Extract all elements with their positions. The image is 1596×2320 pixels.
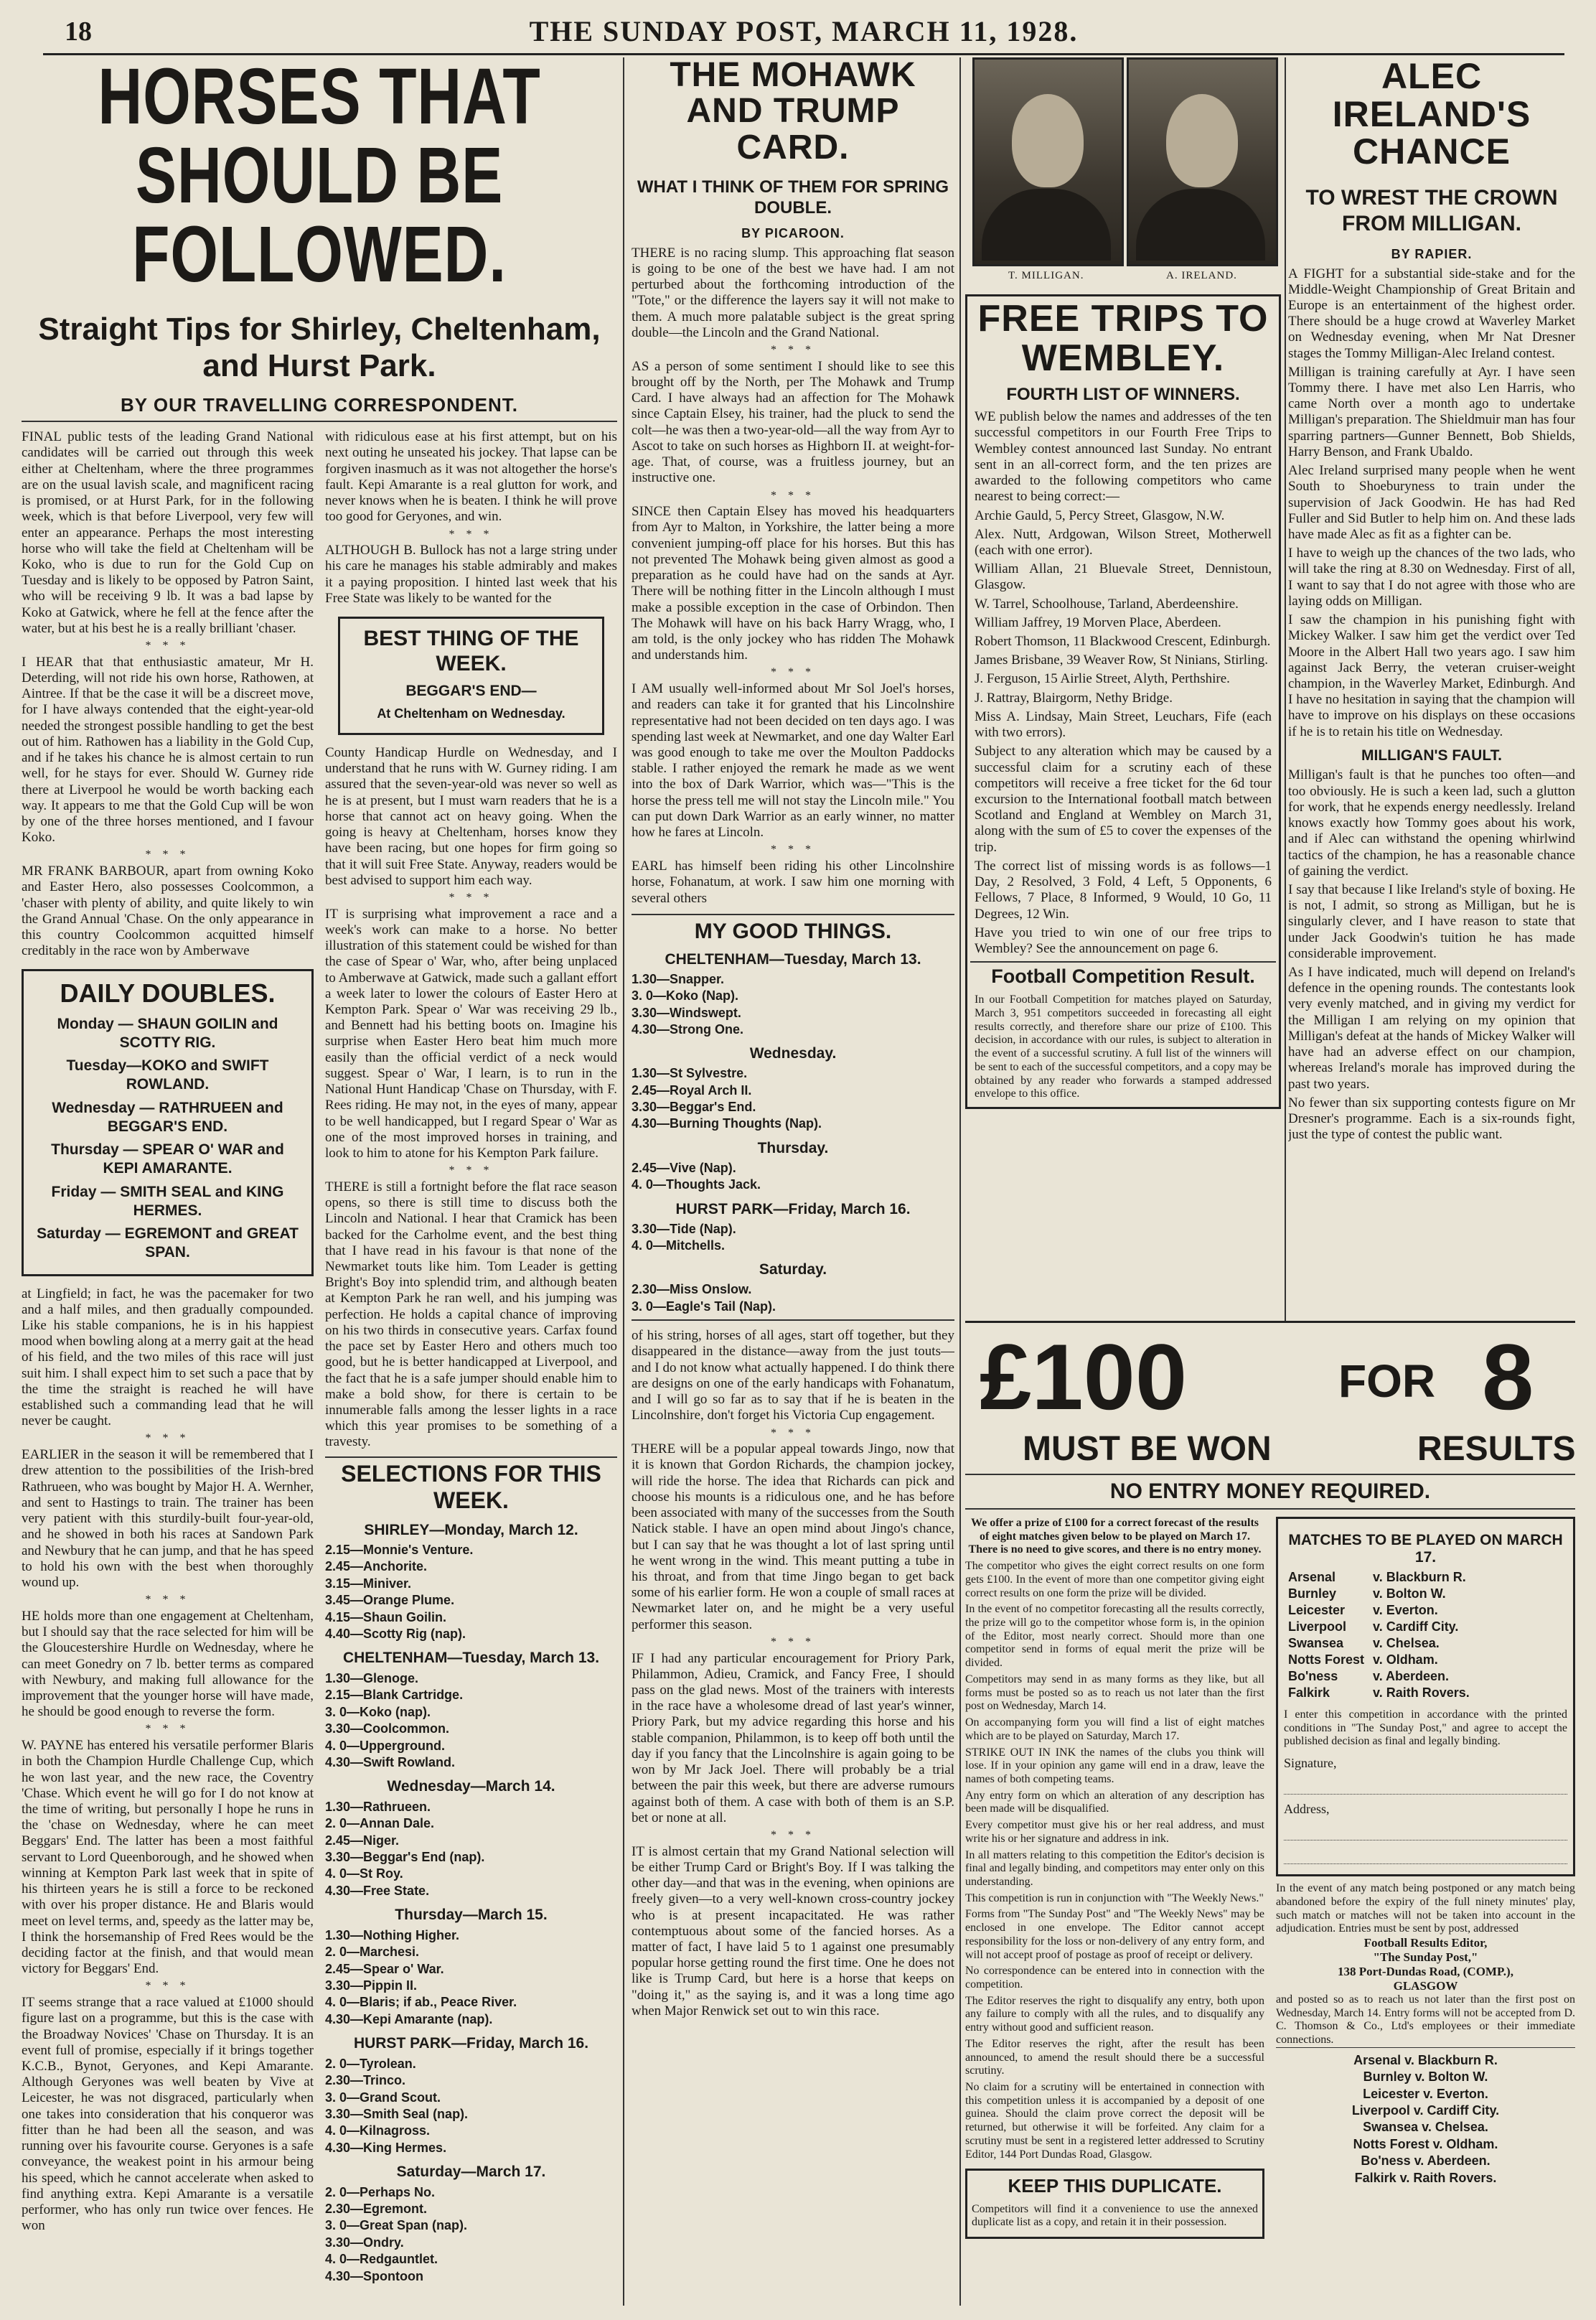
caption-ireland: A. IRELAND.	[1166, 270, 1237, 281]
duplicate-match: Arsenal v. Blackburn R.	[1353, 2052, 1498, 2067]
paragraph: Milligan's fault is that he punches too often—and too obviously. He is such a keen lad, such a glutton for work, that he expends energy needlessly. Ireland knows exactly how Tommy goes about his work, and if Alec can withstand the opening whirlwind tactics of the champion, he has a reasonable chance of gaining the verdict.	[1288, 767, 1575, 879]
photo-ireland	[1127, 57, 1278, 266]
address-field[interactable]	[1284, 1821, 1567, 1840]
mohawk-article	[632, 57, 954, 2306]
horses-subhead: Straight Tips for Shirley, Cheltenham, and Hurst Park.	[38, 312, 601, 383]
duplicate-match: Bo'ness v. Aberdeen.	[1361, 2153, 1491, 2169]
paragraph: The correct list of missing words is as follows—1 Day, 2 Resolved, 3 Fold, 4 Left, 5 Opponents, 6 Fellows, 7 Place, 8 Informed, 9 Would, 10 Go, 11 Degrees, 12 Win.	[975, 858, 1272, 922]
good-things-item: 3. 0—Eagle's Tail (Nap).	[632, 1299, 776, 1314]
selection-item: 4.30—King Hermes.	[325, 2140, 447, 2155]
boxer-photos	[965, 57, 1281, 294]
football-result-title: Football Competition Result.	[991, 965, 1255, 988]
paragraph: IT is almost certain that my Grand National selection will be either Trump Card or Bright's Boy. If I was talking the other day—and that was in the evening, when opinions are freely given—to a very well-known cross-country jockey who is at present incapacitated. He was rather contemptuous about some of the fancied horses. As a matter of fact, I have laid 5 to 1 against one presumably popular horse getting round the first time. One he does not like is Trump Card, but here is a horse that keeps on "doing it," as the saying is, and it was a long time ago when Major Renwick set out to win this race.	[632, 1843, 954, 2019]
rule-paragraph: This competition is run in conjunction with "The Weekly News."	[965, 1891, 1264, 1904]
paragraph: ALTHOUGH B. Bullock has not a large string under his care he manages his stable admirably and makes it a paying proposition. I hinted last week that his Free State was likely to be wanted for the	[325, 543, 617, 606]
good-things-item: 4.30—Strong One.	[632, 1021, 744, 1037]
good-things-item: 1.30—St Sylvestre.	[632, 1066, 748, 1081]
paragraph: FINAL public tests of the leading Grand National candidates will be carried out through this week either at Cheltenham, where the three programmes are on the usual lavish scale, and magnificent racing is promised, or at Hurst Park, for in the following week, which is that before Liverpool, very few will enter an appearance. Perhaps the most interesting horse who will take the field at Cheltenham will be Koko, who is due to run for the Gold Cup on Tuesday and is likely to be opposed by Patron Saint, who will be receiving 9 lb. It was a bad lapse by Koko at Gatwick, where he fell at the fence after the water, but at his best he is a really brilliant 'chaser.	[22, 429, 314, 636]
selection-item: 2.30—Trinco.	[325, 2073, 406, 2088]
separator: * * *	[145, 1723, 190, 1736]
must-be-won: MUST BE WON	[1023, 1430, 1272, 1468]
selection-item: 3.30—Ondry.	[325, 2235, 404, 2250]
column-rule	[959, 57, 961, 2306]
selection-item: 4.30—Free State.	[325, 1883, 430, 1898]
selection-item: 4.30—Spontoon	[325, 2268, 424, 2283]
matches-title: MATCHES TO BE PLAYED ON MARCH 17.	[1288, 1532, 1563, 1566]
rule-paragraph: In the event of no competitor forecasting all the results correctly, the prize will go to the competitor whose form is, in the opinion of the Editor, most nearly correct. Should more than one competitor send in forms of equal merit the prize will be divided.	[965, 1603, 1264, 1670]
winner-entry: James Brisbane, 39 Weaver Row, St Ninians, Stirling.	[975, 652, 1269, 668]
competition-rules	[965, 1517, 1264, 2239]
selection-item: 4.40—Scotty Rig (nap).	[325, 1627, 466, 1642]
duplicate-box	[965, 2169, 1264, 2239]
winner-entry: William Allan, 21 Bluevale Street, Dennistoun, Glasgow.	[975, 561, 1272, 593]
rule-paragraph: The Editor reserves the right to disqualify any entry, both upon any failure to comply with all the rules, and to disqualify any entry without good and sufficient reason.	[965, 1994, 1264, 2034]
mohawk-subhead: WHAT I THINK OF THEM FOR SPRING DOUBLE.	[637, 177, 949, 218]
selection-item: 4. 0—Blaris; if ab., Peace River.	[325, 1995, 517, 2010]
horses-article	[22, 57, 617, 2306]
daily-double-line: Tuesday—KOKO and SWIFT ROWLAND.	[66, 1057, 269, 1093]
paragraph: Have you tried to win one of our free trips to Wembley? See the announcement on page 6.	[975, 925, 1272, 956]
good-things-heading: CHELTENHAM—Tuesday, March 13.	[665, 950, 921, 968]
winner-entry: William Jaffrey, 19 Morven Place, Aberdeen.	[975, 614, 1221, 630]
away-team: v. Everton.	[1373, 1603, 1438, 1617]
paragraph: A FIGHT for a substantial side-stake and for the Middle-Weight Championship of Great Britain and Europe is an entertainment of the highest order. There should be a huge crowd at Waverley Market on Wednesday evening, when Mr Nat Dresner stages the Tommy Milligan-Alec Ireland contest.	[1288, 266, 1575, 361]
rule-paragraph: In all matters relating to this competition the Editor's decision is final and legally binding, and competitors may enter only on this understanding.	[965, 1848, 1264, 1888]
daily-double-line: Thursday — SPEAR O' WAR and KEPI AMARANTE.	[51, 1141, 284, 1177]
away-team: v. Oldham.	[1373, 1652, 1438, 1667]
paragraph: IF I had any particular encouragement for Priory Park, Philammon, Adieu, Cramick, and Fancy Free, I should pass on the glad news. Most of the trainers with interests in the race have a wholesome dread of last year's winner, Priory Park, but my advice regarding this horse and his stable companion, Philammon, is to keep off both until the day if you fancy that the Lincolnshire is again going to be won by Mr Jack Joel. There will probably be a trial between the pair this week, but there are adverse rumours against both of them. A case with both of them is an S.P. bet or none at all.	[632, 1650, 954, 1825]
duplicate-match: Falkirk v. Raith Rovers.	[1354, 2170, 1497, 2185]
good-things-item: 4. 0—Mitchells.	[632, 1238, 726, 1253]
rule-paragraph: Forms from "The Sunday Post" and "The Weekly News" may be enclosed in one envelope. The Editor cannot accept responsibility for the loss or non-delivery of any entry form, and will not accept proof of postage as proof of receipt or delivery.	[965, 1908, 1264, 1961]
selection-heading: Wednesday—March 14.	[387, 1778, 555, 1795]
selection-heading: Saturday—March 17.	[396, 2164, 546, 2181]
for-word: FOR	[1338, 1355, 1436, 1407]
competition-intro: We offer a prize of £100 for a correct forecast of the results of eight matches given below to be played on March 17. There is no need to give scores, and there is no entry money.	[968, 1517, 1262, 1556]
best-thing-box	[338, 617, 604, 735]
paragraph: Subject to any alteration which may be caused by a successful claim for a scrutiny each of these competitors will receive a free ticket for the 6d tour excursion to the International football match between Scotland and England at Wembley on March 31, along with the sum of £5 to cover the expenses of the trip.	[975, 744, 1272, 855]
wembley-subhead: FOURTH LIST OF WINNERS.	[1006, 385, 1240, 405]
paragraph: EARLIER in the season it will be remembered that I drew attention to the possibilities of the Irish-bred Rathrueen, who was bought by Major H. A. Wernher, and sent to Hastings to train. The trainer has been very patient with this sturdily-built four-year-old, and he showed in both his races at Sandown Park and Newbury that he can jump, and that he has speed to hold his own with the best when thoroughly wound up.	[22, 1447, 314, 1590]
duplicate-match: Leicester v. Everton.	[1363, 2086, 1488, 2101]
address-line: 138 Port-Dundas Road, (COMP.),	[1338, 1965, 1513, 1979]
entry-form	[1276, 1517, 1575, 2239]
selection-item: 2.45—Spear o' War.	[325, 1961, 444, 1976]
daily-double-line: Saturday — EGREMONT and GREAT SPAN.	[37, 1225, 299, 1261]
match-row[interactable]	[1284, 1668, 1474, 1685]
ireland-headline-2: CHANCE	[1353, 131, 1511, 172]
mohawk-headline: THE MOHAWK AND TRUMP CARD.	[670, 57, 916, 167]
best-thing-horse: BEGGAR'S END—	[405, 683, 537, 700]
selection-item: 4.30—Swift Rowland.	[325, 1754, 456, 1769]
rule-paragraph: STRIKE OUT IN INK the names of the clubs you think will lose. If in your opinion any game will end in a draw, leave the names of both competing teams.	[965, 1746, 1264, 1785]
good-things-item: 1.30—Snapper.	[632, 971, 725, 986]
paragraph: As I have indicated, much will depend on Ireland's defence in the opening rounds. The contestants look very evenly matched, and in giving my verdict for the Milligan I am relying on my opinion that Milligan's defeat at the hands of Mickey Walker will have had an adverse effect on our champion, whereas Ireland's morale has improved during the past two years.	[1288, 965, 1575, 1092]
paragraph: IT seems strange that a race valued at £1000 should figure last on a programme, but this is the case with the Broadway Novices' 'Chase on Thursday. It is an event full of promise, especially if it brings together K.C.B., Bynot, Geryones, and Kepi Amarante. Although Geryones was well beaten by Vive at Leicester, he was not disgraced, particularly when one takes into consideration that his conqueror was fitter than he had been all the season, and was running over his favourite course. Geryones is a safe conveyance, the weakest point in his armour being his speed, which he cannot accelerate when asked to find anything extra. Kepi Amarante is a versatile performer, who has only run twice over fences. He won	[22, 1995, 314, 2234]
winner-entry: Archie Gauld, 5, Percy Street, Glasgow, N.W.	[975, 508, 1225, 523]
selection-item: 2. 0—Perhaps No.	[325, 2184, 436, 2199]
address-line: GLASGOW	[1393, 1979, 1458, 1993]
selection-item: 3. 0—Great Span (nap).	[325, 2218, 468, 2233]
selection-heading: Thursday—March 15.	[395, 1907, 548, 1924]
eight-digit: 8	[1482, 1324, 1534, 1429]
selections-title: SELECTIONS FOR THIS WEEK.	[341, 1460, 601, 1514]
good-things-heading: Wednesday.	[749, 1045, 837, 1062]
paragraph: WE publish below the names and addresses of the ten successful competitors in our Fourth Free Trips to Wembley contest announced last Sunday. No entrant sent in an all-correct form, and the ten prizes are awarded to the following competitors who came nearest to being correct:—	[975, 409, 1272, 505]
paragraph: EARL has himself been riding his other Lincolnshire horse, Fohanatum, at work. I saw him one morning with several others	[632, 859, 954, 906]
good-things-item: 4.30—Burning Thoughts (Nap).	[632, 1116, 822, 1131]
separator: * * *	[771, 1635, 815, 1648]
rule-paragraph: The Editor reserves the right, after the result has been announced, to amend the result should there be a successful scrutiny.	[965, 2037, 1264, 2077]
address-line: "The Sunday Post,"	[1373, 1950, 1478, 1965]
winner-entry: Robert Thomson, 11 Blackwood Crescent, Edinburgh.	[975, 634, 1271, 650]
column-rule	[623, 57, 624, 2306]
separator: * * *	[449, 892, 494, 904]
paragraph: No fewer than six supporting contests figure on Mr Dresner's programme. Each is a six-rounds fight, just the type of contest the public want.	[1288, 1095, 1575, 1143]
good-things-item: 2.45—Vive (Nap).	[632, 1160, 736, 1175]
winner-entry: J. Ferguson, 15 Airlie Street, Alyth, Perthshire.	[975, 671, 1230, 687]
paragraph: I AM usually well-informed about Mr Sol Joel's horses, and readers can take it for granted that his Lincolnshire representative had not been decided on ten days ago. I was spending last week at Newmarket, and one day Walter Earl was good enough to take me over the Moulton Paddocks stable. I rather enjoyed the remark he made as we went into the box of Dark Warrior, which was—"This is the horse the press tell me will not stay the Lincoln mile." You can put down Dark Warrior as an early winner, no matter how he fares at Lincoln.	[632, 681, 954, 841]
selection-item: 2. 0—Tyrolean.	[325, 2056, 416, 2071]
home-team: Bo'ness	[1288, 1669, 1338, 1683]
address-line: Football Results Editor,	[1363, 1936, 1488, 1950]
prize-amount: £100	[980, 1324, 1188, 1429]
closing-text: and posted so as to reach us not later than the first post on Wednesday, March 14. Entry forms will not be accepted from D. C. Thomson & Co., Ltd's employees or their immediate connections.	[1276, 1993, 1575, 2047]
away-team: v. Chelsea.	[1373, 1636, 1440, 1650]
no-entry-money: NO ENTRY MONEY REQUIRED.	[965, 1474, 1575, 1510]
winner-entry: Alex. Nutt, Ardgowan, Wilson Street, Motherwell (each with one error).	[975, 526, 1272, 558]
page-number: 18	[65, 17, 92, 47]
selection-item: 2.15—Blank Cartridge.	[325, 1688, 464, 1703]
horses-byline: BY OUR TRAVELLING CORRESPONDENT.	[22, 394, 617, 422]
home-team: Leicester	[1288, 1603, 1346, 1617]
selections-box	[325, 1456, 617, 2285]
paragraph: at Lingfield; in fact, he was the pacemaker for two and a half miles, and then gradually compounded. Like his stable companions, he is in his happiest mood when bowling along at a merry gait at the head of his field, and the two miles of this race will just suit him. I shall expect him to set such a pace that by the time the straight is reached he will have established such a commanding lead that he will never be caught.	[22, 1286, 314, 1429]
home-team: Falkirk	[1288, 1685, 1330, 1700]
separator: * * *	[449, 1164, 494, 1177]
selection-item: 3.30—Smith Seal (nap).	[325, 2106, 469, 2121]
paragraph: I say that because I like Ireland's style of boxing. He is not, I admit, so strong as Milligan, but he is singularly clever, and I have reason to state that under Jack Goodwin's tuition he has made considerable improvement.	[1288, 881, 1575, 961]
away-team: v. Raith Rovers.	[1373, 1685, 1470, 1700]
mohawk-body	[632, 245, 954, 907]
separator: * * *	[145, 1432, 190, 1445]
paragraph: IT is surprising what improvement a race and a week's work can make to a horse. No better illustration of this statement could be wished for than the case of Spear o' War, who, after being unplaced to Amberwave at Gatwick, made such a gallant effort a week later to lower the colours of Easter Hero at Kempton Park. Spear o' War was receiving 29 lb., and Bennett had his betting boots on. Imagine his surprise when Easter Hero beat him much more easily than the official verdict of a neck would suggest. Spear o' War, I learn, is to run in the National Hunt Handicap 'Chase on Thursday, with F. Rees riding. He may not, in the eyes of many, appear to be well handicapped, but I regard Spear o' War as one of the most improved horses in training, and look to him to atone for his Kempton Park failure.	[325, 906, 617, 1161]
paragraph: Milligan is training carefully at Ayr. I have seen Tommy there. I have met also Len Harris, who came North over a month ago to undertake Milligan's preparation. The Shieldmuir man has four sparring partners—Gunner Bennett, Bob Shields, Harry Benson, and Frank Ubaldo.	[1288, 364, 1575, 459]
match-row[interactable]	[1284, 1586, 1474, 1602]
good-things-title: MY GOOD THINGS.	[694, 919, 892, 943]
home-team: Notts Forest	[1288, 1652, 1365, 1667]
separator: * * *	[145, 848, 190, 861]
enter-text: I enter this competition in accordance with the printed conditions in "The Sunday Post," and agree to accept the published decision as final and legally binding.	[1284, 1708, 1567, 1748]
after-text: In the event of any match being postponed or any match being abandoned before the expiry of the full ninety minutes' play, such match or matches will not be taken into account in the adjudication. Entries must be sent by post, addressed	[1276, 1882, 1575, 1935]
good-things-item: 2.45—Royal Arch II.	[632, 1082, 752, 1098]
address-label: Address,	[1284, 1802, 1330, 1817]
selection-item: 1.30—Rathrueen.	[325, 1799, 431, 1814]
paragraph: HE holds more than one engagement at Cheltenham, but I should say that the race selected for him will be the Gloucestershire Hurdle on Wednesday, where he can meet Gonedry on 7 lb. better terms as compared with Newbury, and making full allowance for the improvement that the younger horse will have made, he should be good enough to reverse the form.	[22, 1608, 314, 1720]
entry-form-box	[1276, 1517, 1575, 1876]
separator: * * *	[771, 489, 815, 502]
duplicate-match: Swansea v. Chelsea.	[1363, 2120, 1488, 2135]
good-things-heading: Thursday.	[757, 1139, 829, 1156]
selection-item: 3. 0—Koko (nap).	[325, 1704, 431, 1719]
masthead	[43, 9, 1564, 55]
signature-field[interactable]	[1284, 1775, 1567, 1795]
match-row[interactable]	[1284, 1685, 1474, 1701]
selection-item: 2.15—Monnie's Venture.	[325, 1543, 474, 1558]
address-field[interactable]	[1284, 1845, 1567, 1864]
mohawk-body-cont	[632, 1328, 954, 2019]
best-thing-title: BEST THING OF THE WEEK.	[363, 627, 579, 676]
away-team: v. Blackburn R.	[1373, 1570, 1466, 1584]
paragraph: Alec Ireland surprised many people when he went South to Shoeburyness to train under the supervision of Jack Goodwin. He has had Red Fuller and Sid Butler to help him on. And these lads have made Alec as fit as a fighter can be.	[1288, 463, 1575, 542]
winners-list	[975, 508, 1272, 742]
best-thing-venue: At Cheltenham on Wednesday.	[377, 706, 565, 721]
competition-panel	[965, 1321, 1575, 2306]
rule-paragraph: Any entry form on which an alteration of any description has been made will be disqualified.	[965, 1789, 1264, 1815]
horses-headline: HORSES THAT SHOULD BE	[98, 57, 541, 220]
selection-item: 3.15—Miniver.	[325, 1576, 412, 1591]
rules-list	[965, 1560, 1264, 2161]
selection-heading: SHIRLEY—Monday, March 12.	[364, 1521, 578, 1538]
separator: * * *	[771, 1828, 815, 1841]
paragraph: MR FRANK BARBOUR, apart from owning Koko and Easter Hero, also possesses Coolcommon, a 'chaser with plenty of ability, and quite likely to win the Grand Annual 'Chase. On the only appearance in this country Coolcommon acquitted himself creditably in the race won by Amberwave	[22, 864, 314, 959]
matches-table	[1284, 1569, 1474, 1701]
football-result-text: In our Football Competition for matches played on Saturday, March 3, 951 competitors succeeded in forecasting all eight results correctly, and therefore share our prize of £100. This decision, in accordance with our rules, is subject to alteration in the event of a successful scrutiny. A full list of the winners will be sent to each of the successful competitors, and a copy may be obtained by any reader who forwards a stamped addressed envelope to this office.	[975, 993, 1272, 1100]
daily-doubles-title: DAILY DOUBLES.	[60, 978, 276, 1009]
winner-entry: Miss A. Lindsay, Main Street, Leuchars, Fife (each with two errors).	[975, 708, 1272, 741]
selection-item: 1.30—Nothing Higher.	[325, 1927, 460, 1942]
selection-item: 2.45—Anchorite.	[325, 1559, 428, 1574]
duplicate-title: KEEP THIS DUPLICATE.	[1008, 2175, 1222, 2197]
paragraph: THERE is no racing slump. This approaching flat season is going to be one of the best we have had. I am not perturbed about the forthcoming introduction of the "Tote," or the difference the layers say it will not make to them. A much more palatable subject is the great spring double—the Lincoln and the Grand National.	[632, 245, 954, 340]
wembley-body	[970, 409, 1276, 957]
good-things-heading: Saturday.	[759, 1261, 827, 1278]
selection-item: 4. 0—Redgauntlet.	[325, 2252, 438, 2267]
paragraph: with ridiculous ease at his first attempt, but on his next outing he unseated his jockey. That lapse can be forgiven inasmuch as it was not altogether the horse's fault. Kepi Amarante is a real glutton for work, and never knows when he is beaten. I think he will prove too good for Geryones, and win.	[325, 429, 617, 525]
selection-item: 3.30—Coolcommon.	[325, 1721, 450, 1736]
signature-label: Signature,	[1284, 1756, 1337, 1771]
good-things-item: 3.30—Beggar's End.	[632, 1100, 756, 1115]
rule-paragraph: No correspondence can be entered into in connection with the competition.	[965, 1965, 1264, 1991]
football-result-box	[970, 961, 1276, 1104]
address-block	[1276, 1936, 1575, 1993]
match-row[interactable]	[1284, 1652, 1474, 1668]
good-things-item: 3.30—Tide (Nap).	[632, 1221, 736, 1236]
results-word: RESULTS	[1417, 1430, 1575, 1468]
competition-banner	[965, 1323, 1575, 1467]
rule-paragraph: On accompanying form you will find a list of eight matches which are to be played on Saturday, March 17.	[965, 1716, 1264, 1742]
selection-heading: HURST PARK—Friday, March 16.	[353, 2035, 589, 2052]
rule-paragraph: Competitors may send in as many forms as they like, but all forms must be posted so as to reach us not later than the first post on Wednesday, March 14.	[965, 1673, 1264, 1713]
selection-item: 2. 0—Marchesi.	[325, 1945, 420, 1960]
rule-paragraph: No claim for a scrutiny will be entertained in connection with this competition unless it is accompanied by a deposit of one guinea. Should the claim prove correct the deposit will be returned, but otherwise it will be forfeited. Any claim for a scrutiny must be sent in a registered letter addressed to Scrutiny Editor, 144 Port Dundas Road, Glasgow.	[965, 2081, 1264, 2161]
rule-paragraph: Every competitor must give his or her real address, and must write his or her signature and address in ink.	[965, 1819, 1264, 1845]
horses-body-right	[325, 429, 617, 2285]
paragraph: I HEAR that that enthusiastic amateur, Mr H. Deterding, will not ride his own horse, Rathowen, at Aintree. If that be the case it will be a discreet move, for I have always contended that the eight-year-old needed the strongest possible handling to get the best out of him. Rathowen has a liability in the Gold Cup, and if he takes his chance he is almost certain to run well, for he stays for ever. Should W. Gurney ride there at Liverpool he would be worth backing each way. It appears to me that the Gold Cup will be won by one of the three horses mentioned, and I favour Koko.	[22, 654, 314, 846]
duplicate-text: Competitors will find it a convenience to use the annexed duplicate list as a copy, and retain it in their possession.	[972, 2202, 1258, 2229]
selection-item: 4. 0—St Roy.	[325, 1866, 403, 1881]
paragraph: SINCE then Captain Elsey has moved his headquarters from Ayr to Malton, in Yorkshire, the latter being a more convenient jumping-off place for his horses. But this has not prevented The Mohawk being given almost as good a preparation as he could have had on the sands at Ayr. There will be nothing fitter in the Lincoln although I must make a possible exception in the case of Orbindon. Then The Mohawk will have on his back Harry Wragg, who, I am told, is the only jockey who has ridden The Mohawk and understands him.	[632, 504, 954, 663]
ireland-body	[1288, 266, 1575, 1143]
separator: * * *	[449, 528, 494, 541]
away-team: v. Cardiff City.	[1373, 1619, 1459, 1634]
selection-item: 4. 0—Kilnagross.	[325, 2123, 431, 2138]
good-things-item: 3.30—Windswept.	[632, 1005, 741, 1020]
separator: * * *	[145, 1594, 190, 1606]
duplicate-match: Notts Forest v. Oldham.	[1353, 2136, 1498, 2151]
away-team: v. Aberdeen.	[1373, 1669, 1450, 1683]
selection-item: 3.45—Orange Plume.	[325, 1593, 455, 1608]
selections-list	[325, 1522, 617, 2285]
separator: * * *	[145, 640, 190, 652]
paragraph: County Handicap Hurdle on Wednesday, and I understand that he runs with W. Gurney riding. I am assured that the seven-year-old was never so well as he is at present, but I must warn readers that he is a horse that cannot act on heavy going. When the going is heavy at Cheltenham, horses know they have been racing, but one hopes for firm going so that it will suit Free State. Anyway, readers would be best advised to support him each way.	[325, 745, 617, 888]
wembley-headline: FREE TRIPS TO WEMBLEY.	[977, 298, 1269, 379]
selection-item: 1.30—Glenoge.	[325, 1671, 419, 1685]
paragraph: I saw the champion in his punishing fight with Mickey Walker. I saw him get the verdict over Ted Moore in the Albert Hall two years ago. I saw him against Jack Berry, the veteran cruiser-weight champion, in the Waverley Market, Edinburgh. And I have no hesitation in saying that the champion will have to improve on his displays on these occasions if he is to retain his title on Wednesday.	[1288, 612, 1575, 739]
good-things-item: 4. 0—Thoughts Jack.	[632, 1177, 761, 1192]
photo-milligan	[972, 57, 1124, 266]
selection-item: 2.30—Egremont.	[325, 2202, 428, 2217]
winner-entry: J. Rattray, Blairgorm, Nethy Bridge.	[975, 690, 1173, 706]
good-things-item: 2.30—Miss Onslow.	[632, 1282, 752, 1297]
horses-headline-2: FOLLOWED.	[132, 210, 507, 299]
duplicate-match: Liverpool v. Cardiff City.	[1351, 2103, 1500, 2118]
daily-double-line: Monday — SHAUN GOILIN and SCOTTY RIG.	[57, 1015, 278, 1051]
match-row[interactable]	[1284, 1602, 1474, 1619]
home-team: Arsenal	[1288, 1570, 1336, 1584]
selection-item: 3.30—Pippin II.	[325, 1978, 418, 1993]
caption-milligan: T. MILLIGAN.	[1008, 270, 1084, 281]
selection-item: 3. 0—Grand Scout.	[325, 2090, 441, 2105]
match-row[interactable]	[1284, 1619, 1474, 1635]
home-team: Swansea	[1288, 1636, 1344, 1650]
paragraph: of his string, horses of all ages, start off together, but they disappeared in the distance—away from the just touts—and I do not know what actually happened. I do think there are designs on one of the early handicaps with Fohanatum, and I will go so far as to say that if he is beaten in the Lincolnshire, don't forget his Victoria Cup engagement.	[632, 1328, 954, 1423]
duplicate-list	[1276, 2047, 1575, 2186]
ireland-subhead: TO WREST THE CROWN FROM MILLIGAN.	[1305, 185, 1558, 235]
ireland-headline: ALEC IRELAND'S	[1332, 57, 1531, 134]
duplicate-match: Burnley v. Bolton W.	[1363, 2069, 1488, 2085]
separator: * * *	[771, 843, 815, 856]
daily-doubles-box	[22, 969, 314, 1276]
selection-item: 2.45—Niger.	[325, 1833, 400, 1848]
paragraph: THERE will be a popular appeal towards Jingo, now that it is known that Gordon Richards, the champion jockey, will ride the horse. The idea that Richards can pick and choose his mounts is a ridiculous one, and he has before been associated with many of the successes from the South Natick stable. I have an open mind about Jingo's chance, but I can say that he was thought a lot of last spring until he went wrong in the wind. This meant putting a tube in his throat, and from that time Jingo began to get back some of his earlier form. He won a couple of small races at Newmarket later on, and he might be a very useful performer this season.	[632, 1441, 954, 1632]
competition-body	[965, 1517, 1575, 2239]
paragraph: I have to weigh up the chances of the two lads, who will take the ring at 8.30 on Wednesday. First of all, I want to say that I do not agree with those who are laying odds on Milligan.	[1288, 546, 1575, 609]
separator: * * *	[771, 666, 815, 679]
selection-item: 4.15—Shaun Goilin.	[325, 1609, 447, 1624]
good-things-list	[632, 951, 954, 1315]
selection-item: 3.30—Beggar's End (nap).	[325, 1850, 485, 1865]
newspaper-title: THE SUNDAY POST, MARCH 11, 1928.	[529, 15, 1079, 47]
wembley-box	[965, 294, 1281, 1109]
paragraph: AS a person of some sentiment I should like to see this brought off by the North, per The Mohawk and Trump Card. I have always had an affection for The Mohawk since Captain Elsey, his trainer, had the pluck to send the colt—he was then a two-year-old—all the way from Ayr to Ascot to take on such horses as Highborn II. at weight-for-age. That, of course, was a fruitless journey, but an instructive one.	[632, 358, 954, 486]
selection-item: 4.30—Kepi Amarante (nap).	[325, 2011, 493, 2026]
rule-paragraph: The competitor who gives the eight correct results on one form gets £100. In the event of more than one competitor giving eight correct results on one form the prize will be divided.	[965, 1560, 1264, 1599]
paragraph: THERE is still a fortnight before the flat race season opens, so there is still time to discuss both the Lincoln and National. I hear that Cramick has been backed for the Carholme event, and the best thing that I have read in his favour is that none of the Newmarket touts like him. Tom Leader is getting Bright's Boy into splendid trim, and although beaten at Kempton Park he ran well, and his jumping was perfection. He holds a capital chance of improving on his two thirds in consecutive years. Carfax found the pace set by Easter Hero and others much too good, but he is better handicapped at Liverpool, and the fact that he is a safe jumper should enable him to make a bold show, for there is certain to be innumerable falls among the lesser lights in a race which this year promises to be something of a travesty.	[325, 1179, 617, 1450]
selection-item: 4. 0—Upperground.	[325, 1738, 446, 1753]
paragraph: W. PAYNE has entered his versatile performer Blaris in both the Champion Hurdle Challenge Cup, which he won last year, and the new race, the Coventry 'Chase. Which event he will go for I do not know at the time of writing, but personally I hope he runs in the 'chase on Wednesday, where he can meet Beggars' End. The latter has been a most faithful servant to Lord Queenborough, and he showed when winning at Kempton Park last week that in spite of his thirteen years he is still a force to be reckoned with over his proper distance. He and Blaris would meet on level terms, and, speedy as the latter may be, I think the horsemanship of Fred Rees would be the deciding factor at the finish, and that would mean victory for Beggars' End.	[22, 1738, 314, 1977]
horses-body-left	[22, 429, 314, 2285]
ireland-fault-title: MILLIGAN'S FAULT.	[1361, 747, 1502, 764]
winner-entry: W. Tarrel, Schoolhouse, Tarland, Aberdeenshire.	[975, 596, 1239, 612]
ireland-byline: BY RAPIER.	[1391, 246, 1473, 261]
selection-heading: CHELTENHAM—Tuesday, March 13.	[342, 1650, 600, 1667]
match-row[interactable]	[1284, 1569, 1474, 1586]
selection-item: 2. 0—Annan Dale.	[325, 1816, 435, 1831]
separator: * * *	[771, 1426, 815, 1439]
home-team: Liverpool	[1288, 1619, 1347, 1634]
match-row[interactable]	[1284, 1635, 1474, 1652]
good-things-item: 3. 0—Koko (Nap).	[632, 988, 739, 1004]
separator: * * *	[145, 1980, 190, 1993]
away-team: v. Bolton W.	[1373, 1586, 1446, 1601]
daily-double-line: Friday — SMITH SEAL and KING HERMES.	[51, 1183, 284, 1219]
separator: * * *	[771, 344, 815, 357]
good-things-box	[632, 914, 954, 1321]
daily-double-line: Wednesday — RATHRUEEN and BEGGAR'S END.	[52, 1099, 283, 1135]
good-things-heading: HURST PARK—Friday, March 16.	[675, 1200, 911, 1217]
home-team: Burnley	[1288, 1586, 1337, 1601]
mohawk-byline: BY PICAROON.	[741, 225, 845, 240]
